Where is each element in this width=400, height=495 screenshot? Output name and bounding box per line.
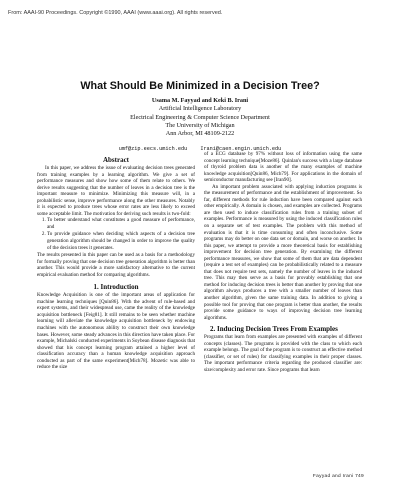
section-2-heading: 2. Inducing Decision Trees From Examples <box>210 325 338 334</box>
list-item: 2. To provide guidance when deciding which aspects of a decision tree generation algorithm should be changed in order to improve the quality of the decision trees it generates. <box>47 231 195 251</box>
affiliation-university: The University of Michigan <box>165 121 235 129</box>
affiliation-lab: Artificial Intelligence Laboratory <box>158 105 242 113</box>
introduction-paragraph: Knowledge Acquisition is one of the important areas of application for machine learning techniques [Quin86]. With the advent of rule-based and expert systems, and their widespread use, came the reality of the knowledge acquisition bottleneck [Feig81]. It still remains to be seen whether machine learning will alleviate the knowledge acquisition bottleneck by endowing machines with the autonomous ability to construct their own knowledge bases. However, some steady advances in this direction have taken place. For example, Michalski conducted experiments in Soybean disease diagnosis that showed that his concept learning program attained a higher level of classification accuracy than a human knowledge acquisition approach conducted as part of the same experiment[Mich78]. Mozetic was able to reduce the size <box>37 292 196 371</box>
copyright-notice: From: AAAI-90 Proceedings. Copyright ©1990, AAAI (www.aaai.org). All rights reserved. <box>8 10 223 16</box>
body-paragraph: Programs that learn from examples are presented with examples of different concepts (classes). The programs is provided with the class to which each example belongs. The goal of the program is to construct an effective method (classifier, or set of rules) for classifying examples in their proper classes. The important performance criteria regarding the produced classifier are: size/complexity and error rate. Since programs that learn <box>204 334 362 373</box>
body-paragraph: An important problem associated with applying induction programs is the measurement of performance and the establishment of improvement. So far, different methods for rule induction have been compared against each other empirically. A domain is chosen, and examples are collected. Programs are then used to induce classification rules from a training subset of examples. Performance is measured by using the induced classification rules on a separate set of test examples. The problem with this method of evaluation is that it is time consuming and often inconclusive. Some programs may do better on one data set or domain, and worse on another. In this paper, we attempt to provide a more theoretical basis for establishing improvement for decision tree generation. By examining the different performance measures, we show that some of them that are data dependent (require a test set of examples) can be probabilistically related to a measure that does not require test sets, namely the number of leaves in the induced tree. This may then serve as a basis for provably establishing that one method for inducing decision trees is better than another by proving that one algorithm always produces a tree with a smaller number of leaves than another algorithm, given the same training data. In addition to giving a possible tool for proving that one program is better than another, the results provide some guidance to ways of improving decision tree learning algorithms. <box>204 183 362 321</box>
motivation-list <box>37 217 195 251</box>
email-irani: Irani@caen.engin.umich.edu <box>200 146 282 152</box>
introduction-heading: 1. Introduction <box>93 283 139 292</box>
author-block <box>0 97 400 138</box>
abstract-heading: Abstract <box>102 156 130 164</box>
affiliation-department: Electrical Engineering & Computer Science Department <box>130 113 270 121</box>
author-names: Usama M. Fayyad and Keki B. Irani <box>151 97 249 104</box>
paper-title: What Should Be Minimized in a Decision Tree? <box>80 80 320 92</box>
page-footer: Fayyad and Irani 749 <box>312 474 364 479</box>
body-paragraph: of a ECG database by 97% without loss of information using the same concept learning technique[Moze86]. Quinlan's success with a large database of thyroid problem data is another of the many examples of machine knowledge acquisition[Quin86, Mich79]. For applications in the domain of semiconductor manufacturing see [Iran90]. <box>204 151 362 184</box>
affiliation-address: Ann Arbor, MI 48109-2122 <box>165 130 235 138</box>
right-column <box>204 151 362 374</box>
left-column <box>37 156 195 371</box>
abstract-paragraph: In this paper, we address the issue of evaluating decision trees generated from training examples by a learning algorithm. We give a set of performance measures and show how some of them relate to others. We derive results suggesting that the number of leaves in a decision tree is the important measure to minimize. Minimizing this measure will, in a probabilistic sense, improve performance along the other measures. Notably it is expected to produce trees whose error rates are less likely to exceed some acceptable limit. The motivation for deriving such results is two-fold: <box>37 165 195 217</box>
email-fayyad: umf@zip.eecs.umich.edu <box>118 146 188 152</box>
abstract-paragraph: The results presented in this paper can be used as a basis for a methodology for formally proving that one decision tree generation algorithm is better than another. This would provide a more satisfactory alternative to the current empirical evaluation method for comparing algorithms. <box>37 252 195 278</box>
list-item: 1. To better understand what constitutes a good measure of performance, and <box>47 217 195 230</box>
